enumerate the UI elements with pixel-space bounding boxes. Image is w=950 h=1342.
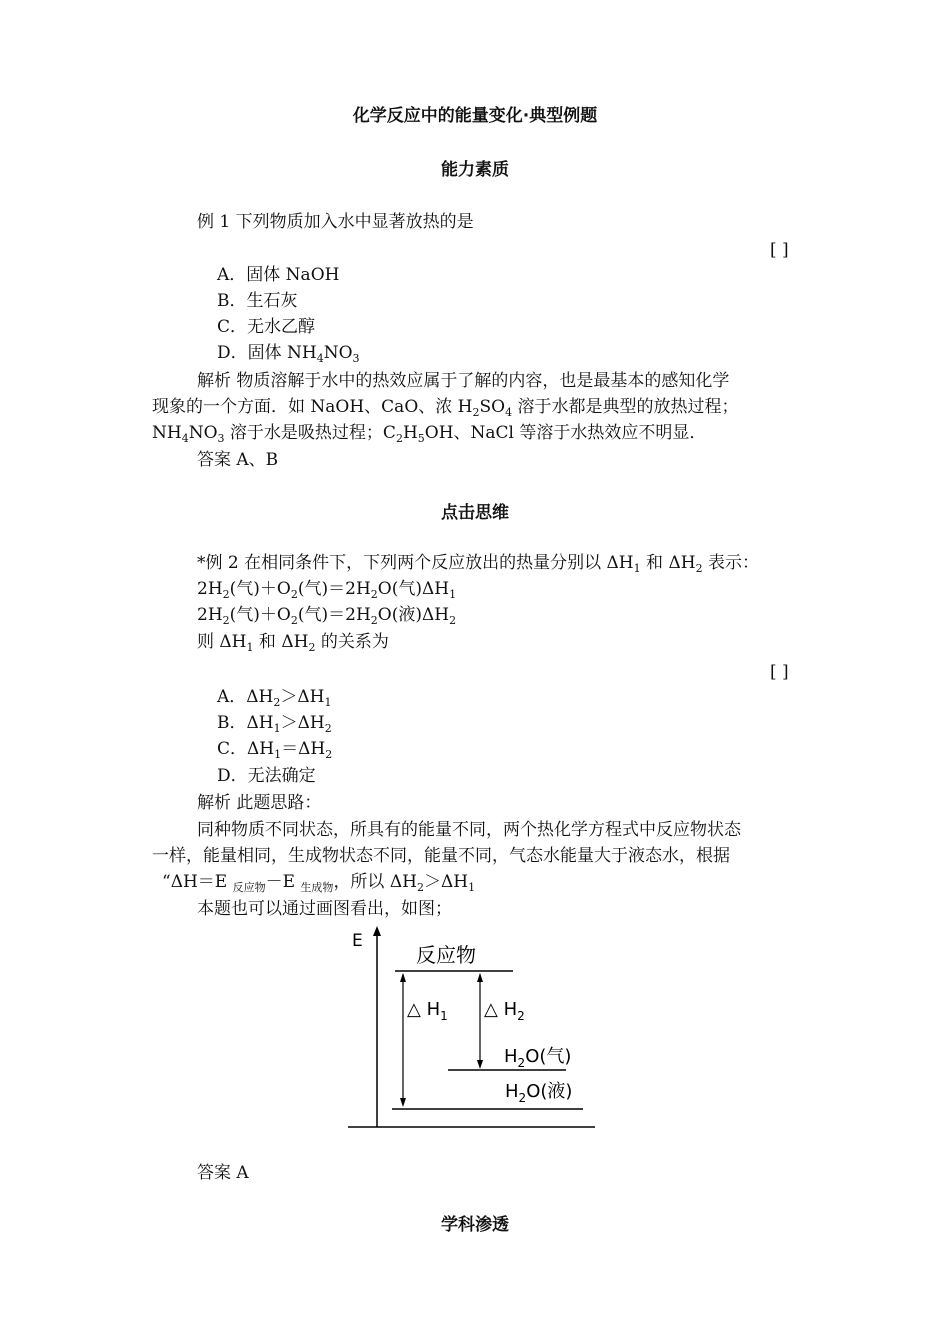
example-2-analysis-head: 解析 此题思路： [197,793,322,813]
energy-axis-arrow [373,926,381,936]
liquid-water-label: $H_2O$(液) [505,1081,573,1105]
energy-axis-label: E [352,931,363,951]
delta-h1-label: △ $H_1$ [407,999,448,1023]
gas-water-label: $H_2O$(气) [504,1046,572,1070]
example-2-analysis-line-1: 同种物质不同状态，所具有的能量不同，两个热化学方程式中反应物状态 [197,820,741,840]
energy-level-diagram [340,922,600,1132]
example-1-option-d: D．固体 $NH_4NO_3$ [217,343,360,365]
example-1-answer-bracket: [ ] [770,240,789,260]
example-2-equation-1: $2H_2$(气)$+O_2$(气)$=2H_2O$(气)$\Delta H_1$ [197,579,457,601]
example-2-answer: 答案 A [197,1163,249,1183]
example-2-analysis-line-4: 本题也可以通过画图看出，如图； [197,899,452,919]
example-1-analysis-line-1: 解析 物质溶解于水中的热效应属于了解的内容，也是最基本的感知化学 [197,371,730,391]
example-2-analysis-line-3: “ΔH＝E $_{反应物}$－E $_{生成物}$，所以 $\Delta H_2>\Delta H_1$ [162,872,476,894]
example-1-analysis-line-2: 现象的一个方面．如 NaOH、CaO、浓 $H_2SO_4$ 溶于水都是典型的放热过程； [152,397,739,419]
example-2-option-c: C．$\Delta H_1=\Delta H_2$ [217,739,333,761]
delta-h2-arrowhead-bottom [477,1060,483,1069]
example-2-option-b: B．$\Delta H_1>\Delta H_2$ [217,713,332,735]
example-1-question: 例 1 下列物质加入水中显著放热的是 [197,212,474,232]
example-2-answer-bracket: [ ] [770,662,789,682]
example-1-option-c: C．无水乙醇 [217,317,316,337]
example-2-relation: 则 $\Delta H_1$ 和 $\Delta H_2$ 的关系为 [197,632,389,654]
example-2-analysis-line-2: 一样，能量相同，生成物状态不同，能量不同，气态水能量大于液态水，根据 [152,846,730,866]
section-heading-3: 学科渗透 [441,1215,509,1235]
example-2-equation-2: $2H_2$(气)$+O_2$(气)$=2H_2O$(液)$\Delta H_2$ [197,605,457,627]
delta-h1-arrowhead-top [400,973,406,982]
section-heading-2: 点击思维 [441,503,509,523]
reactant-label: 反应物 [416,943,476,967]
example-2-option-d: D．无法确定 [217,766,316,786]
delta-h2-arrowhead-top [477,973,483,982]
example-1-answer: 答案 A、B [197,450,279,470]
example-2-question: *例 2 在相同条件下，下列两个反应放出的热量分别以 $\Delta H_1$ 和 $\Delta H_2$ 表示： [197,553,759,575]
example-1-option-b: B．生石灰 [217,291,298,311]
example-2-option-a: A．$\Delta H_2>\Delta H_1$ [217,687,332,709]
example-1-analysis-line-3: $NH_4NO_3$ 溶于水是吸热过程；$C_2H_5OH$、NaCl 等溶于水热效应不明显． [152,423,707,445]
page-title: 化学反应中的能量变化·典型例题 [352,106,598,126]
delta-h2-label: △ $H_2$ [484,999,525,1023]
example-1-option-a: A．固体 NaOH [217,265,340,285]
section-heading-1: 能力素质 [441,160,509,180]
delta-h1-arrowhead-bottom [400,1098,406,1107]
